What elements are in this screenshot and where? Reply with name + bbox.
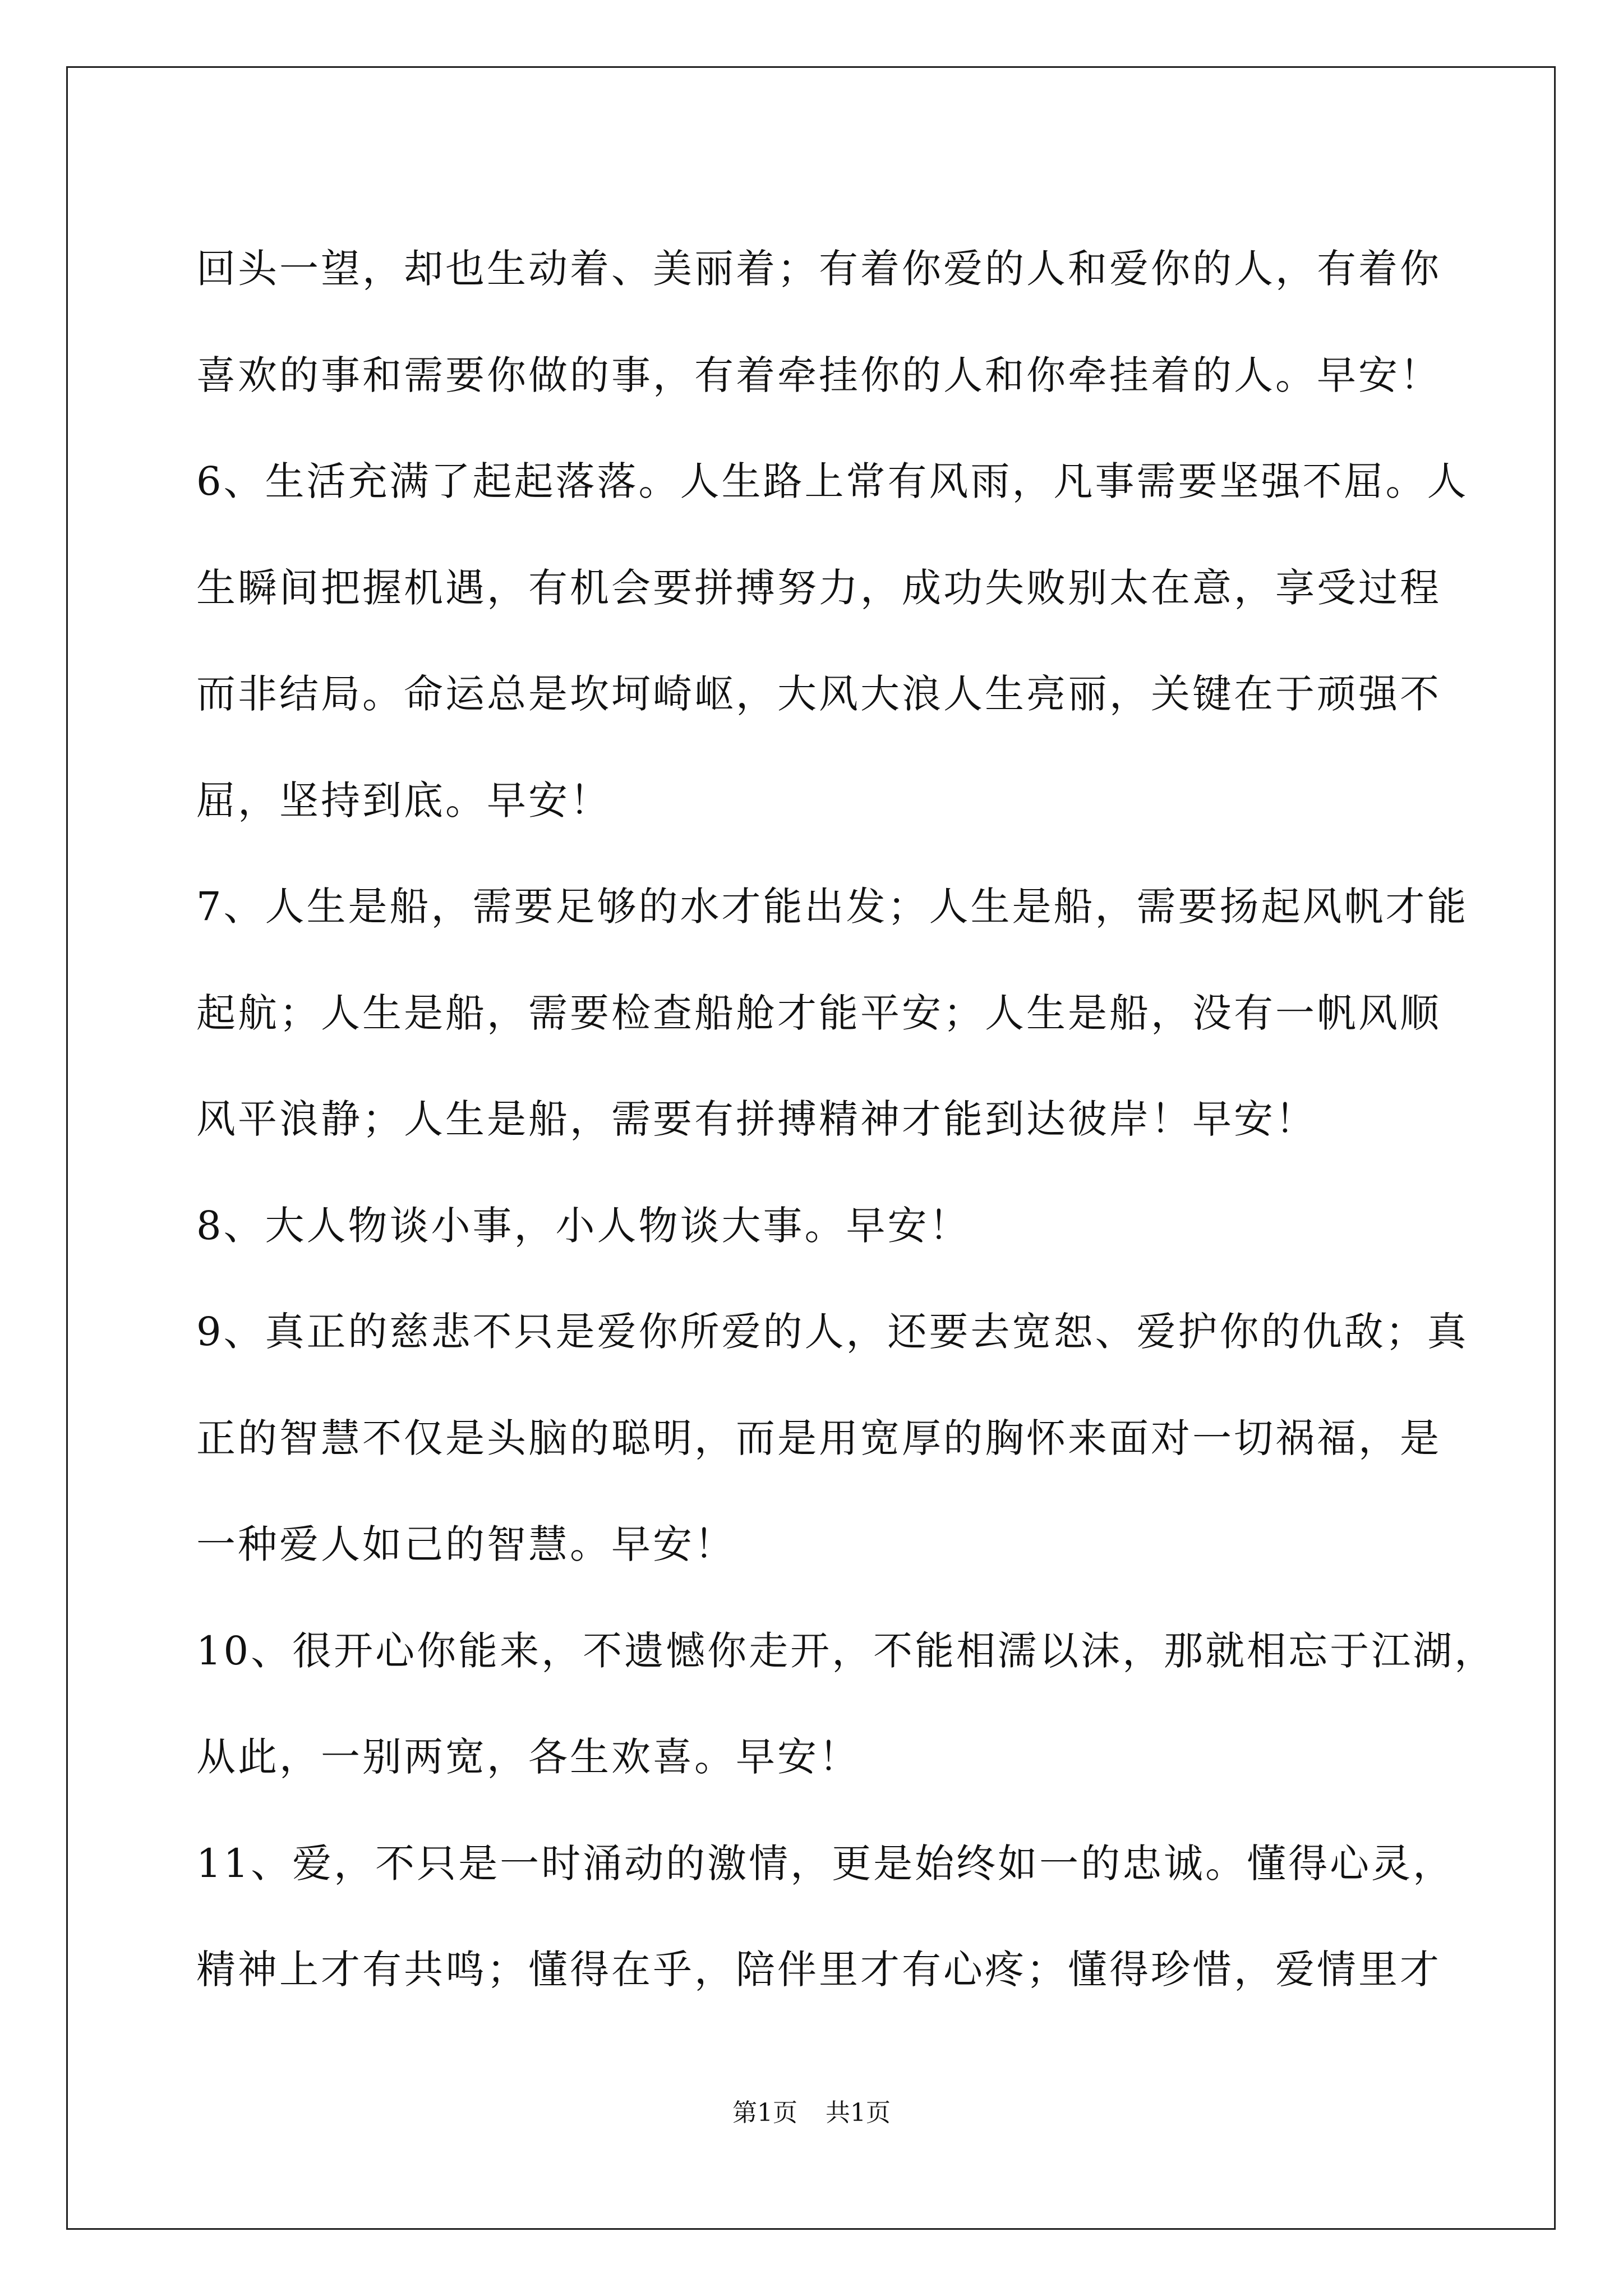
text-line: 6、生活充满了起起落落。人生路上常有风雨，凡事需要坚强不屈。人 bbox=[196, 458, 1469, 504]
text-line: 7、人生是船，需要足够的水才能出发；人生是船，需要扬起风帆才能 bbox=[196, 884, 1469, 930]
text-line: 屈，坚持到底。早安！ bbox=[196, 777, 611, 823]
document-body bbox=[196, 216, 1496, 2023]
text-line: 11、爱，不只是一时涌动的激情，更是始终如一的忠诚。懂得心灵， bbox=[196, 1840, 1455, 1887]
text-line: 正的智慧不仅是头脑的聪明，而是用宽厚的胸怀来面对一切祸福，是 bbox=[196, 1415, 1441, 1461]
text-line: 生瞬间把握机遇，有机会要拼搏努力，成功失败别太在意，享受过程 bbox=[196, 564, 1441, 611]
text-line: 9、真正的慈悲不只是爱你所爱的人，还要去宽恕、爱护你的仇敌；真 bbox=[196, 1309, 1469, 1355]
text-line: 8、大人物谈小事，小人物谈大事。早安！ bbox=[196, 1202, 971, 1249]
text-line: 喜欢的事和需要你做的事，有着牵挂你的人和你牵挂着的人。早安！ bbox=[196, 352, 1441, 398]
text-line: 而非结局。命运总是坎坷崎岖，大风大浪人生亮丽，关键在于顽强不 bbox=[196, 671, 1441, 717]
text-line: 10、很开心你能来，不遗憾你走开，不能相濡以沫，那就相忘于江湖， bbox=[196, 1627, 1496, 1674]
text-line: 风平浪静；人生是船，需要有拼搏精神才能到达彼岸！早安！ bbox=[196, 1096, 1317, 1142]
page-footer bbox=[0, 2092, 1623, 2128]
text-line: 从此，一别两宽，各生欢喜。早安！ bbox=[196, 1734, 860, 1780]
text-line: 回头一望，却也生动着、美丽着；有着你爱的人和爱你的人，有着你 bbox=[196, 246, 1441, 292]
page-total: 共1页 bbox=[826, 2099, 891, 2127]
text-line: 起航；人生是船，需要检查船舱才能平安；人生是船，没有一帆风顺 bbox=[196, 990, 1441, 1036]
text-line: 一种爱人如己的智慧。早安！ bbox=[196, 1521, 736, 1567]
text-line: 精神上才有共鸣；懂得在乎，陪伴里才有心疼；懂得珍惜，爱情里才 bbox=[196, 1947, 1441, 1993]
page-number: 第1页 bbox=[732, 2099, 797, 2127]
